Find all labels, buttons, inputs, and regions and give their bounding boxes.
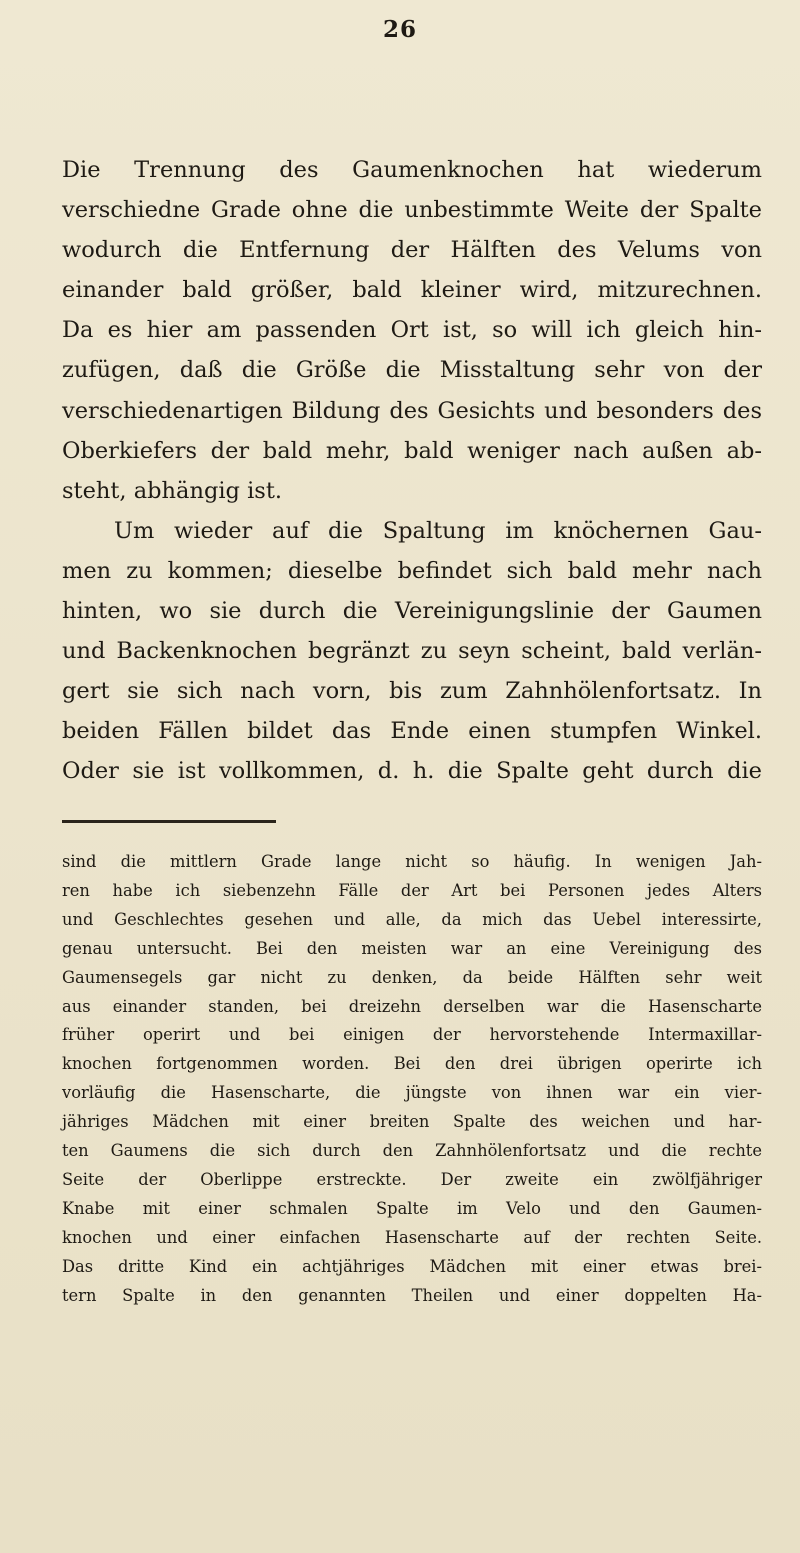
text-line: Um wieder auf die Spaltung im knöchernen Gau-	[114, 517, 762, 544]
text-line: verschiedenartigen Bildung des Gesichts und besonders des	[62, 397, 762, 424]
text-line: Oberkiefers der bald mehr, bald weniger nach außen ab-	[62, 437, 762, 464]
text-line: einander bald größer, bald kleiner wird, mitzurechnen.	[62, 277, 762, 304]
footnote-line: genau untersucht. Bei den meisten war an eine Vereinigung des	[62, 938, 762, 958]
footnote-line: ten Gaumens die sich durch den Zahnhölenfortsatz und die rechte	[62, 1141, 762, 1161]
footnote-line: Knabe mit einer schmalen Spalte im Velo und den Gaumen-	[62, 1198, 762, 1218]
text-line: steht, abhängig ist.	[62, 477, 283, 504]
footnote-line: früher operirt und bei einigen der hervorstehende Intermaxillar-	[62, 1025, 762, 1045]
footnote-line: und Geschlechtes gesehen und alle, da mich das Uebel interessirte,	[62, 909, 762, 929]
page-number: 26	[382, 16, 417, 43]
footnote-line: vorläufig die Hasenscharte, die jüngste von ihnen war ein vier-	[62, 1083, 762, 1103]
footnote-line: ren habe ich siebenzehn Fälle der Art bei Personen jedes Alters	[62, 880, 762, 900]
text-line: gert sie sich nach vorn, bis zum Zahnhölenfortsatz. In	[62, 678, 762, 705]
footnote-divider	[62, 820, 276, 823]
text-line: hinten, wo sie durch die Vereinigungslinie der Gaumen	[62, 598, 762, 625]
footnote-line: knochen und einer einfachen Hasenscharte auf der rechten Seite.	[62, 1227, 762, 1247]
text-line: Oder sie ist vollkommen, d. h. die Spalte geht durch die	[62, 758, 762, 785]
footnote	[62, 848, 762, 1311]
footnote-line: Gaumensegels gar nicht zu denken, da beide Hälften sehr weit	[62, 967, 762, 987]
footnote-line: Seite der Oberlippe erstreckte. Der zweite ein zwölfjähriger	[62, 1169, 762, 1189]
footnote-line: Das dritte Kind ein achtjähriges Mädchen mit einer etwas brei-	[62, 1256, 762, 1276]
text-line: und Backenknochen begränzt zu seyn scheint, bald verlän-	[62, 638, 762, 665]
footnote-line: sind die mittlern Grade lange nicht so häufig. In wenigen Jah-	[62, 852, 762, 871]
text-line: beiden Fällen bildet das Ende einen stumpfen Winkel.	[62, 718, 762, 745]
footnote-line: knochen fortgenommen worden. Bei den drei übrigen operirte ich	[62, 1054, 762, 1074]
text-line: verschiedne Grade ohne die unbestimmte Weite der Spalte	[62, 197, 762, 224]
footnote-line: jähriges Mädchen mit einer breiten Spalte des weichen und har-	[62, 1112, 762, 1132]
text-line: Da es hier am passenden Ort ist, so will ich gleich hin-	[62, 317, 762, 344]
text-line: wodurch die Entfernung der Hälften des Velums von	[62, 237, 762, 264]
text-line: zufügen, daß die Größe die Misstaltung sehr von der	[62, 357, 762, 384]
text-line: Die Trennung des Gaumenknochen hat wiederum	[62, 157, 762, 183]
footnote-line: aus einander standen, bei dreizehn derselben war die Hasenscharte	[62, 996, 762, 1016]
footnote-line: tern Spalte in den genannten Theilen und einer doppelten Ha-	[62, 1285, 762, 1305]
main-text	[62, 150, 762, 792]
text-line: men zu kommen; dieselbe befindet sich bald mehr nach	[62, 557, 762, 584]
